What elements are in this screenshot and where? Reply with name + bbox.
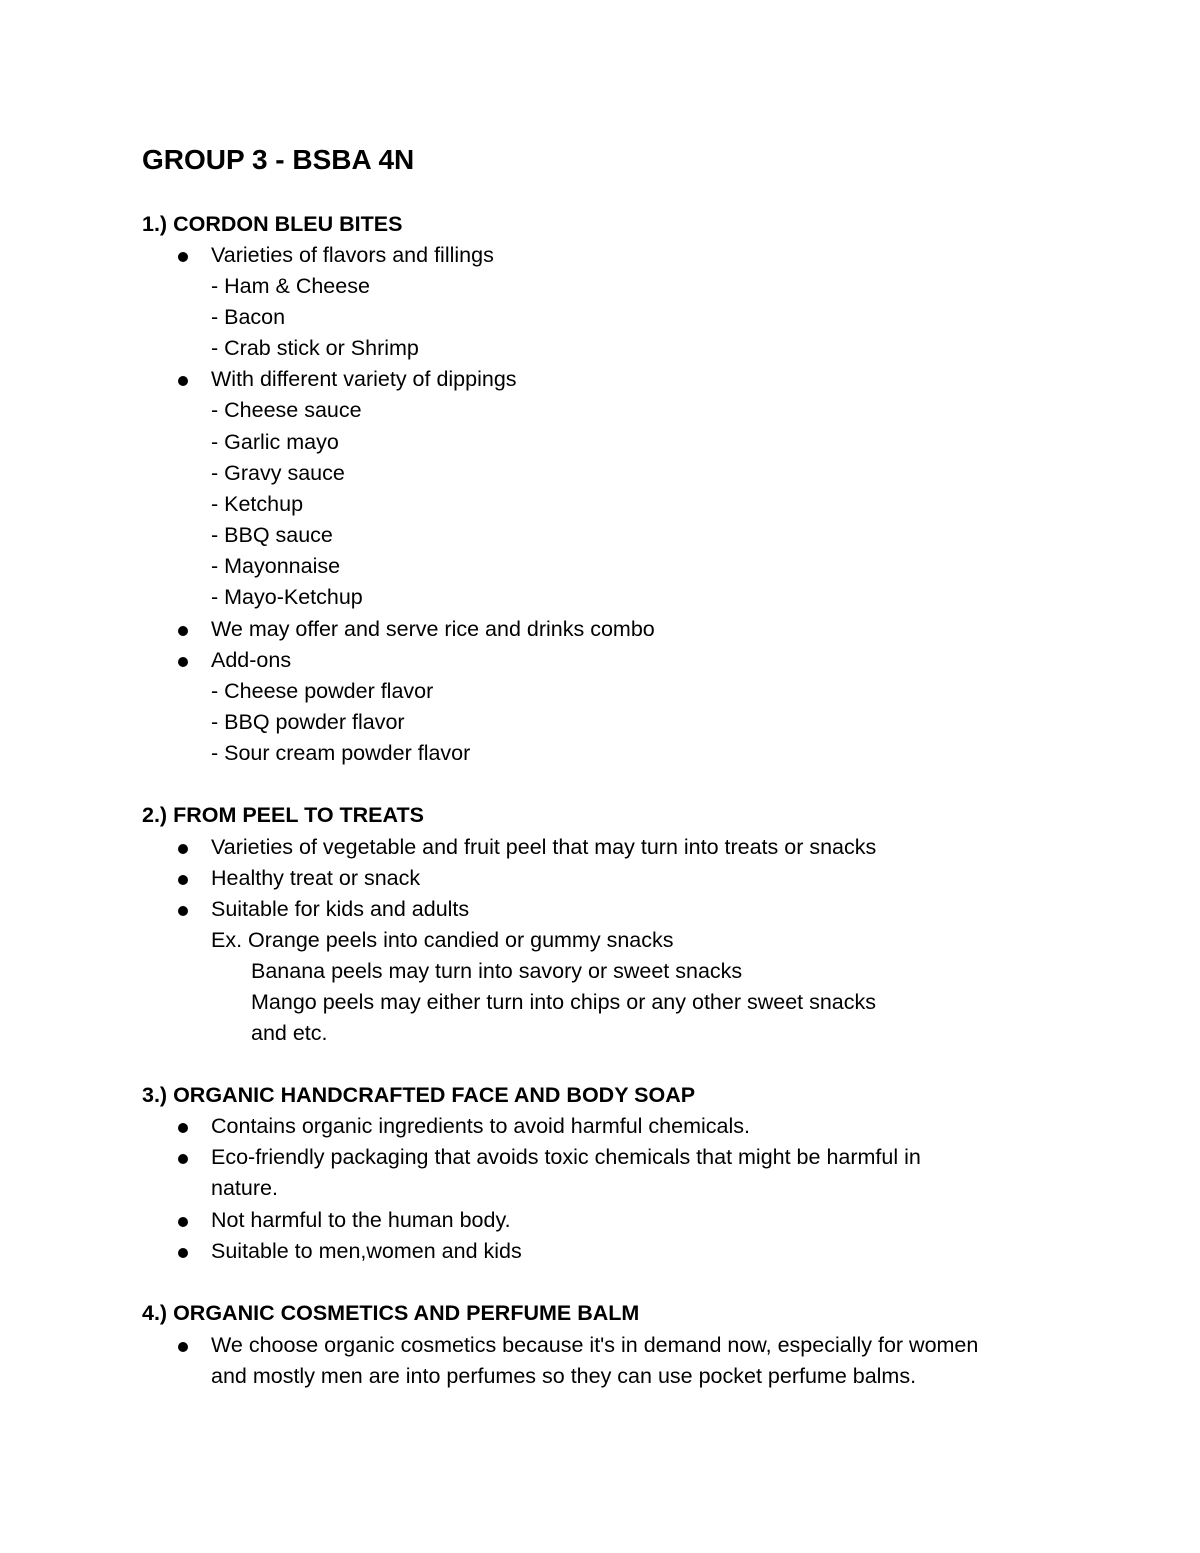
list-item: - Sour cream powder flavor <box>211 741 471 765</box>
bullet-continuation: nature. <box>211 1176 278 1200</box>
section-heading: 3.) ORGANIC HANDCRAFTED FACE AND BODY SOAP <box>142 1083 696 1107</box>
bullet-item: Not harmful to the human body. <box>211 1208 511 1232</box>
bullet-icon <box>178 1248 188 1258</box>
bullet-continuation: and mostly men are into perfumes so they can use pocket perfume balms. <box>211 1364 917 1388</box>
example-line: Ex. Orange peels into candied or gummy snacks <box>211 928 674 952</box>
bullet-icon <box>178 1154 188 1164</box>
bullet-icon <box>178 1342 188 1352</box>
bullet-item: Varieties of vegetable and fruit peel that may turn into treats or snacks <box>211 835 877 859</box>
bullet-item: Suitable for kids and adults <box>211 897 470 921</box>
bullet-item: Add-ons <box>211 648 292 672</box>
list-item: - BBQ powder flavor <box>211 710 405 734</box>
bullet-icon <box>178 875 188 885</box>
bullet-item: Suitable to men,women and kids <box>211 1239 522 1263</box>
section-heading: 1.) CORDON BLEU BITES <box>142 212 403 236</box>
example-line: Banana peels may turn into savory or sweet snacks <box>251 959 743 983</box>
bullet-icon <box>178 1123 188 1133</box>
list-item: - Cheese powder flavor <box>211 679 434 703</box>
example-line: and etc. <box>251 1021 328 1045</box>
bullet-item: With different variety of dippings <box>211 367 517 391</box>
bullet-item: Healthy treat or snack <box>211 866 421 890</box>
bullet-icon <box>178 906 188 916</box>
bullet-icon <box>178 626 188 636</box>
list-item: - Gravy sauce <box>211 461 345 485</box>
bullet-item: Eco-friendly packaging that avoids toxic chemicals that might be harmful in <box>211 1145 921 1169</box>
bullet-item: We may offer and serve rice and drinks combo <box>211 617 655 641</box>
bullet-item: We choose organic cosmetics because it's in demand now, especially for women <box>211 1333 979 1357</box>
list-item: - Bacon <box>211 305 286 329</box>
section-heading: 4.) ORGANIC COSMETICS AND PERFUME BALM <box>142 1301 640 1325</box>
list-item: - Cheese sauce <box>211 398 362 422</box>
list-item: - Ham & Cheese <box>211 274 370 298</box>
list-item: - BBQ sauce <box>211 523 333 547</box>
bullet-icon <box>178 1217 188 1227</box>
bullet-item: Varieties of flavors and fillings <box>211 243 494 267</box>
section-heading: 2.) FROM PEEL TO TREATS <box>142 803 424 827</box>
list-item: - Mayo-Ketchup <box>211 585 363 609</box>
bullet-icon <box>178 252 188 262</box>
bullet-icon <box>178 376 188 386</box>
bullet-icon <box>178 657 188 667</box>
list-item: - Crab stick or Shrimp <box>211 336 419 360</box>
bullet-icon <box>178 844 188 854</box>
list-item: - Mayonnaise <box>211 554 341 578</box>
document-title: GROUP 3 - BSBA 4N <box>142 144 415 175</box>
bullet-item: Contains organic ingredients to avoid harmful chemicals. <box>211 1114 750 1138</box>
example-line: Mango peels may either turn into chips or any other sweet snacks <box>251 990 877 1014</box>
list-item: - Garlic mayo <box>211 430 339 454</box>
list-item: - Ketchup <box>211 492 304 516</box>
